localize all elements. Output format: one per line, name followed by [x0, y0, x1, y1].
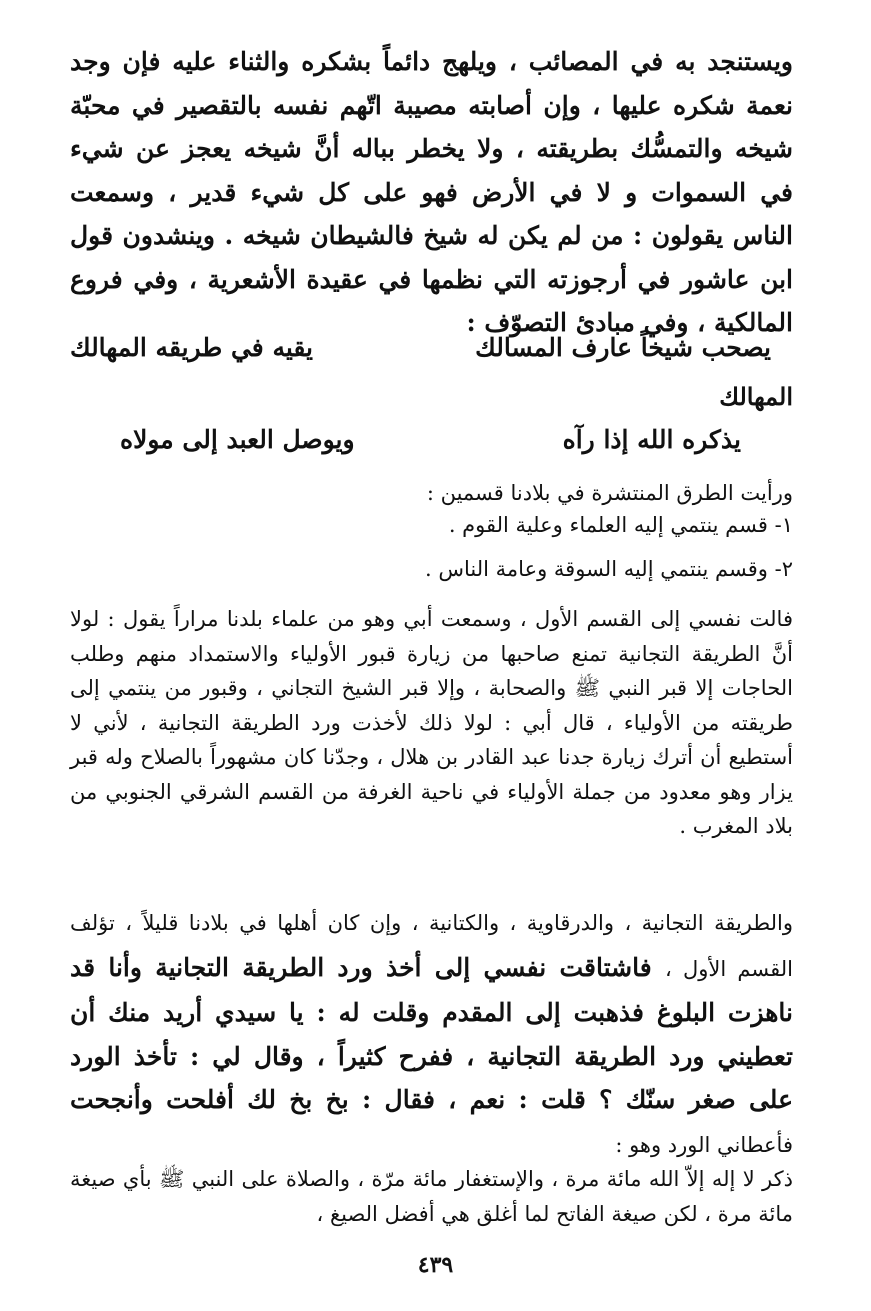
verse-2 [120, 425, 741, 465]
paragraph-4-tail: فأعطاني الورد وهو : [615, 1132, 793, 1157]
paragraph-2: ورأيت الطرق المنتشرة في بلادنا قسمين : [426, 481, 793, 505]
verse-2-first-hemistich: يذكره الله إذا رآه [562, 425, 741, 454]
list-item-1: ١- قسم ينتمي إليه العلماء وعلية القوم . [448, 513, 793, 537]
verse-2-second-hemistich: ويوصل العبد إلى مولاه [120, 425, 355, 454]
page-number: ٤٣٩ [417, 1252, 454, 1278]
verse-1-first-hemistich: يصحب شيخاً عارف المسالك [475, 333, 771, 362]
verse-1-second-hemistich: يقيه في طريقه المهالك [70, 333, 313, 362]
verse-1-overflow-word: المهالك [719, 382, 793, 411]
paragraph-4-bold: فاشتاقت نفسي إلى أخذ ورد الطريقة التجانية وأنا قد ناهزت البلوغ فذهبت إلى المقدم وقلت له : يا سيدي أريد منك أن تعطيني ورد الطريقة التجانية ، ففرح كثيراً ، وقال لي : تأخذ الورد على صغر سنّك ؟ قلت : نعم ، فقال : بخ بخ لك أفلحت وأنجحت [70, 952, 793, 1114]
paragraph-4 [70, 900, 793, 1167]
paragraph-3: فالت نفسي إلى القسم الأول ، وسمعت أبي وهو من علماء بلدنا مراراً يقول : لولا أنَّ الطريقة التجانية تمنع صاحبها من زيارة قبور الأولياء والاستمداد منهم وطلب الحاجات إلا قبر النبي ﷺ والصحابة ، وإلا قبر الشيخ التجاني ، وقبور من ينتمي إلى طريقته من الأولياء ، قال أبي : لولا ذلك لأخذت ورد الطريقة التجانية ، لأني لا أستطيع أن أترك زيارة جدنا عبد القادر بن هلال ، وجدّنا كان مشهوراً بالصلاح وله قبر يزار وهو معدود من جملة الأولياء في ناحية الغرفة من القسم الشرقي الجنوبي من بلاد المغرب . [70, 607, 793, 838]
paragraph-1: ويستنجد به في المصائب ، ويلهج دائماً بشكره والثناء عليه فإن وجد نعمة شكره عليها ، وإن أصابته مصيبة اتّهم نفسه بالتقصير في محبّة شيخه والتمسُّك بطريقته ، ولا يخطر بباله أنَّ شيخه يعجز عن شيء في السموات و لا في الأرض فهو على كل شيء قدير ، وسمعت الناس يقولون : من لم يكن له شيخ فالشيطان شيخه . وينشدون قول ابن عاشور في أرجوزته التي نظمها في عقيدة الأشعرية ، وفي فروع المالكية ، وفي مبادئ التصوّف : [70, 47, 793, 337]
verse-1 [70, 333, 771, 373]
list-item-2: ٢- وقسم ينتمي إليه السوقة وعامة الناس . [425, 557, 793, 581]
paragraph-5: ذكر لا إله إلاّ الله مائة مرة ، والإستغفار مائة مرّة ، والصلاة على النبي ﷺ بأي صيغة مائة مرة ، لكن صيغة الفاتح لما أغلق هي أفضل الصيغ ، [70, 1167, 793, 1226]
paragraph-4-regular: والطريقة التجانية ، والدرقاوية ، والكتانية ، وإن كان أهلها في بلادنا قليلاً ، تؤلف القسم الأول ، [70, 911, 793, 981]
